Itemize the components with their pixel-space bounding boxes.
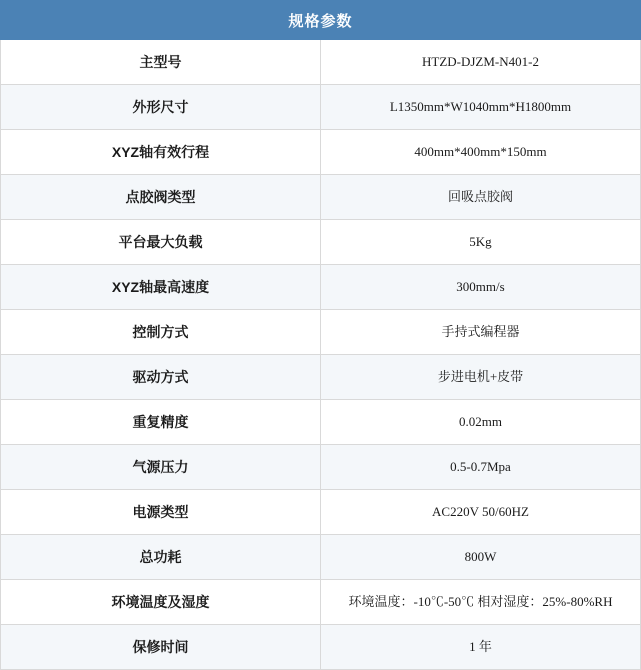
table-row: [1, 400, 641, 445]
row-label: 气源压力: [1, 445, 321, 490]
row-value: L1350mm*W1040mm*H1800mm: [321, 85, 641, 130]
row-label: XYZ轴有效行程: [1, 130, 321, 175]
table-row: [1, 220, 641, 265]
table-row: [1, 40, 641, 85]
row-value: 0.5-0.7Mpa: [321, 445, 641, 490]
table-title: 规格参数: [1, 1, 641, 40]
row-label: 总功耗: [1, 535, 321, 580]
row-label: 主型号: [1, 40, 321, 85]
table-row: [1, 535, 641, 580]
row-value: 0.02mm: [321, 400, 641, 445]
table-row: [1, 265, 641, 310]
row-label: 平台最大负载: [1, 220, 321, 265]
table-row: [1, 310, 641, 355]
table-row: [1, 85, 641, 130]
row-label: 重复精度: [1, 400, 321, 445]
row-value: 800W: [321, 535, 641, 580]
row-value: HTZD-DJZM-N401-2: [321, 40, 641, 85]
row-value: 400mm*400mm*150mm: [321, 130, 641, 175]
table-row: [1, 580, 641, 625]
row-label: 环境温度及湿度: [1, 580, 321, 625]
row-value: 步进电机+皮带: [321, 355, 641, 400]
row-label: 点胶阀类型: [1, 175, 321, 220]
table-row: [1, 355, 641, 400]
table-row: [1, 130, 641, 175]
table-row: [1, 175, 641, 220]
row-label: 电源类型: [1, 490, 321, 535]
table-row: [1, 625, 641, 670]
row-value: AC220V 50/60HZ: [321, 490, 641, 535]
row-value: 5Kg: [321, 220, 641, 265]
row-label: 控制方式: [1, 310, 321, 355]
row-value: 环境温度：-10℃-50℃ 相对湿度：25%-80%RH: [321, 580, 641, 625]
row-label: 外形尺寸: [1, 85, 321, 130]
table-row: [1, 490, 641, 535]
row-value: 300mm/s: [321, 265, 641, 310]
row-label: 保修时间: [1, 625, 321, 670]
row-label: 驱动方式: [1, 355, 321, 400]
row-label: XYZ轴最高速度: [1, 265, 321, 310]
table-header-row: [1, 1, 641, 40]
row-value: 1 年: [321, 625, 641, 670]
row-value: 手持式编程器: [321, 310, 641, 355]
table-row: [1, 445, 641, 490]
table-body: [1, 1, 641, 670]
row-value: 回吸点胶阀: [321, 175, 641, 220]
